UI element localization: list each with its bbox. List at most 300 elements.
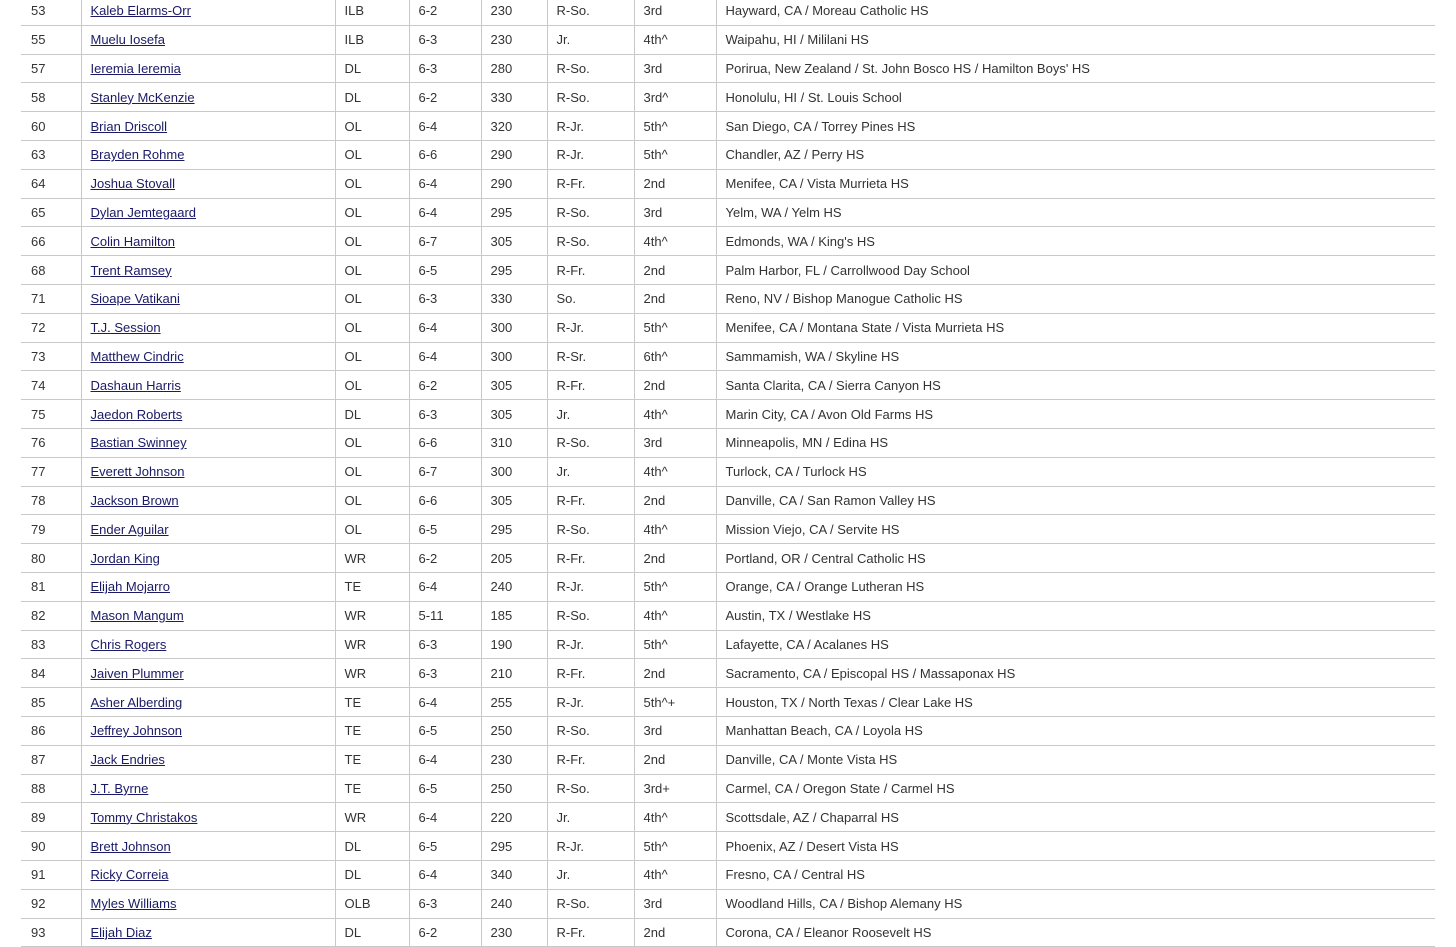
position-cell: OL: [335, 256, 409, 285]
class-year-cell: R-Fr.: [547, 486, 634, 515]
height-cell: 6-3: [409, 889, 481, 918]
player-name-cell: [81, 54, 335, 83]
position-cell: DL: [335, 918, 409, 947]
class-year-cell: R-So.: [547, 889, 634, 918]
hometown-cell: Austin, TX / Westlake HS: [716, 601, 1435, 630]
table-row: [21, 54, 1435, 83]
table-row: [21, 515, 1435, 544]
weight-cell: 280: [481, 54, 547, 83]
weight-cell: 290: [481, 169, 547, 198]
player-name-cell: [81, 313, 335, 342]
hometown-cell: Corona, CA / Eleanor Roosevelt HS: [716, 918, 1435, 947]
player-name-link[interactable]: Dylan Jemtegaard: [90, 204, 196, 220]
hometown-cell: Carmel, CA / Oregon State / Carmel HS: [716, 774, 1435, 803]
player-name-link[interactable]: Jaedon Roberts: [90, 406, 183, 422]
position-cell: OL: [335, 112, 409, 141]
weight-cell: 230: [481, 918, 547, 947]
player-name-cell: [81, 25, 335, 54]
jersey-number-cell: 83: [21, 630, 81, 659]
height-cell: 6-3: [409, 54, 481, 83]
weight-cell: 255: [481, 688, 547, 717]
height-cell: 6-4: [409, 198, 481, 227]
height-cell: 6-6: [409, 428, 481, 457]
position-cell: DL: [335, 832, 409, 861]
player-name-cell: [81, 515, 335, 544]
player-name-cell: [81, 659, 335, 688]
player-name-link[interactable]: Asher Alberding: [90, 694, 183, 710]
player-name-cell: [81, 256, 335, 285]
class-year-cell: R-So.: [547, 428, 634, 457]
class-year-cell: R-So.: [547, 601, 634, 630]
experience-cell: 2nd: [634, 169, 716, 198]
player-name-link[interactable]: Jordan King: [90, 550, 160, 566]
height-cell: 6-2: [409, 371, 481, 400]
experience-cell: 4th^: [634, 400, 716, 429]
position-cell: OL: [335, 371, 409, 400]
class-year-cell: Jr.: [547, 457, 634, 486]
weight-cell: 295: [481, 198, 547, 227]
table-row: [21, 745, 1435, 774]
player-name-link[interactable]: Jaiven Plummer: [90, 665, 184, 681]
player-name-cell: [81, 630, 335, 659]
player-name-cell: [81, 198, 335, 227]
experience-cell: 2nd: [634, 659, 716, 688]
player-name-cell: [81, 0, 335, 25]
player-name-cell: [81, 918, 335, 947]
player-name-cell: [81, 860, 335, 889]
table-row: [21, 313, 1435, 342]
table-row: [21, 544, 1435, 573]
table-row: [21, 803, 1435, 832]
table-row: [21, 889, 1435, 918]
jersey-number-cell: 66: [21, 227, 81, 256]
jersey-number-cell: 78: [21, 486, 81, 515]
position-cell: WR: [335, 544, 409, 573]
player-name-cell: [81, 428, 335, 457]
class-year-cell: Jr.: [547, 860, 634, 889]
player-name-cell: [81, 342, 335, 371]
height-cell: 6-7: [409, 457, 481, 486]
experience-cell: 3rd: [634, 54, 716, 83]
player-name-link[interactable]: Stanley McKenzie: [90, 89, 195, 105]
table-row: [21, 630, 1435, 659]
table-row: [21, 601, 1435, 630]
experience-cell: 2nd: [634, 544, 716, 573]
class-year-cell: R-Fr.: [547, 256, 634, 285]
hometown-cell: Fresno, CA / Central HS: [716, 860, 1435, 889]
jersey-number-cell: 73: [21, 342, 81, 371]
experience-cell: 2nd: [634, 284, 716, 313]
jersey-number-cell: 91: [21, 860, 81, 889]
table-row: [21, 400, 1435, 429]
table-row: [21, 371, 1435, 400]
table-row: [21, 486, 1435, 515]
weight-cell: 210: [481, 659, 547, 688]
jersey-number-cell: 82: [21, 601, 81, 630]
jersey-number-cell: 89: [21, 803, 81, 832]
player-name-link[interactable]: Kaleb Elarms-Orr: [90, 3, 191, 19]
table-row: [21, 140, 1435, 169]
position-cell: WR: [335, 630, 409, 659]
weight-cell: 300: [481, 457, 547, 486]
experience-cell: 5th^: [634, 832, 716, 861]
class-year-cell: R-So.: [547, 198, 634, 227]
experience-cell: 6th^: [634, 342, 716, 371]
position-cell: TE: [335, 688, 409, 717]
experience-cell: 4th^: [634, 227, 716, 256]
player-name-cell: [81, 716, 335, 745]
class-year-cell: R-Jr.: [547, 140, 634, 169]
hometown-cell: Sammamish, WA / Skyline HS: [716, 342, 1435, 371]
table-row: [21, 169, 1435, 198]
experience-cell: 4th^: [634, 860, 716, 889]
hometown-cell: Orange, CA / Orange Lutheran HS: [716, 572, 1435, 601]
weight-cell: 340: [481, 860, 547, 889]
weight-cell: 330: [481, 83, 547, 112]
height-cell: 6-3: [409, 284, 481, 313]
weight-cell: 305: [481, 227, 547, 256]
player-name-link[interactable]: Ieremia Ieremia: [90, 60, 181, 76]
player-name-cell: [81, 169, 335, 198]
hometown-cell: Danville, CA / San Ramon Valley HS: [716, 486, 1435, 515]
experience-cell: 3rd: [634, 198, 716, 227]
weight-cell: 220: [481, 803, 547, 832]
hometown-cell: Honolulu, HI / St. Louis School: [716, 83, 1435, 112]
height-cell: 6-4: [409, 745, 481, 774]
class-year-cell: R-So.: [547, 716, 634, 745]
roster-table-body: [21, 0, 1435, 947]
player-name-link[interactable]: Brett Johnson: [90, 838, 171, 854]
player-name-link[interactable]: Trent Ramsey: [90, 262, 172, 278]
jersey-number-cell: 65: [21, 198, 81, 227]
jersey-number-cell: 74: [21, 371, 81, 400]
class-year-cell: R-Fr.: [547, 544, 634, 573]
player-name-cell: [81, 371, 335, 400]
position-cell: OL: [335, 428, 409, 457]
player-name-cell: [81, 688, 335, 717]
hometown-cell: Houston, TX / North Texas / Clear Lake HS: [716, 688, 1435, 717]
player-name-link[interactable]: Jackson Brown: [90, 492, 179, 508]
player-name-link[interactable]: Brayden Rohme: [90, 147, 185, 163]
height-cell: 6-3: [409, 630, 481, 659]
player-name-link[interactable]: Elijah Diaz: [90, 924, 152, 940]
experience-cell: 3rd: [634, 428, 716, 457]
height-cell: 6-4: [409, 342, 481, 371]
experience-cell: 4th^: [634, 601, 716, 630]
position-cell: OL: [335, 140, 409, 169]
player-name-link[interactable]: Dashaun Harris: [90, 377, 181, 393]
jersey-number-cell: 92: [21, 889, 81, 918]
player-name-link[interactable]: Sioape Vatikani: [90, 291, 180, 307]
experience-cell: 5th^: [634, 572, 716, 601]
position-cell: OL: [335, 198, 409, 227]
class-year-cell: R-Jr.: [547, 630, 634, 659]
player-name-link[interactable]: J.T. Byrne: [90, 780, 149, 796]
weight-cell: 310: [481, 428, 547, 457]
table-row: [21, 227, 1435, 256]
player-name-link[interactable]: Bastian Swinney: [90, 435, 187, 451]
experience-cell: 3rd^: [634, 83, 716, 112]
table-row: [21, 256, 1435, 285]
class-year-cell: R-Fr.: [547, 659, 634, 688]
table-row: [21, 918, 1435, 947]
position-cell: TE: [335, 774, 409, 803]
jersey-number-cell: 90: [21, 832, 81, 861]
height-cell: 6-6: [409, 140, 481, 169]
hometown-cell: Portland, OR / Central Catholic HS: [716, 544, 1435, 573]
player-name-link[interactable]: Everett Johnson: [90, 464, 185, 480]
experience-cell: 5th^+: [634, 688, 716, 717]
class-year-cell: R-Jr.: [547, 688, 634, 717]
position-cell: TE: [335, 716, 409, 745]
hometown-cell: Waipahu, HI / Mililani HS: [716, 25, 1435, 54]
hometown-cell: Phoenix, AZ / Desert Vista HS: [716, 832, 1435, 861]
weight-cell: 190: [481, 630, 547, 659]
hometown-cell: Menifee, CA / Montana State / Vista Murrieta HS: [716, 313, 1435, 342]
hometown-cell: Minneapolis, MN / Edina HS: [716, 428, 1435, 457]
jersey-number-cell: 86: [21, 716, 81, 745]
height-cell: 6-2: [409, 918, 481, 947]
hometown-cell: Hayward, CA / Moreau Catholic HS: [716, 0, 1435, 25]
table-row: [21, 198, 1435, 227]
player-name-link[interactable]: Tommy Christakos: [90, 809, 198, 825]
player-name-cell: [81, 745, 335, 774]
experience-cell: 2nd: [634, 256, 716, 285]
hometown-cell: San Diego, CA / Torrey Pines HS: [716, 112, 1435, 141]
jersey-number-cell: 64: [21, 169, 81, 198]
player-name-cell: [81, 400, 335, 429]
table-row: [21, 112, 1435, 141]
jersey-number-cell: 76: [21, 428, 81, 457]
height-cell: 6-2: [409, 544, 481, 573]
hometown-cell: Sacramento, CA / Episcopal HS / Massaponax HS: [716, 659, 1435, 688]
class-year-cell: R-So.: [547, 83, 634, 112]
hometown-cell: Reno, NV / Bishop Manogue Catholic HS: [716, 284, 1435, 313]
player-name-cell: [81, 601, 335, 630]
player-name-link[interactable]: Joshua Stovall: [90, 176, 176, 192]
class-year-cell: R-So.: [547, 774, 634, 803]
player-name-link[interactable]: Muelu Iosefa: [90, 32, 165, 48]
hometown-cell: Woodland Hills, CA / Bishop Alemany HS: [716, 889, 1435, 918]
position-cell: DL: [335, 860, 409, 889]
class-year-cell: R-Jr.: [547, 313, 634, 342]
player-name-cell: [81, 83, 335, 112]
position-cell: OL: [335, 284, 409, 313]
player-name-link[interactable]: Colin Hamilton: [90, 233, 176, 249]
roster-table: [21, 0, 1435, 947]
jersey-number-cell: 87: [21, 745, 81, 774]
roster-table-container: [21, 0, 1435, 947]
weight-cell: 330: [481, 284, 547, 313]
class-year-cell: R-So.: [547, 515, 634, 544]
weight-cell: 295: [481, 515, 547, 544]
table-row: [21, 572, 1435, 601]
jersey-number-cell: 81: [21, 572, 81, 601]
position-cell: OL: [335, 313, 409, 342]
class-year-cell: So.: [547, 284, 634, 313]
hometown-cell: Scottsdale, AZ / Chaparral HS: [716, 803, 1435, 832]
height-cell: 6-4: [409, 169, 481, 198]
position-cell: OLB: [335, 889, 409, 918]
player-name-link[interactable]: Ricky Correia: [90, 867, 169, 883]
jersey-number-cell: 85: [21, 688, 81, 717]
position-cell: WR: [335, 659, 409, 688]
table-row: [21, 860, 1435, 889]
hometown-cell: Mission Viejo, CA / Servite HS: [716, 515, 1435, 544]
player-name-cell: [81, 486, 335, 515]
jersey-number-cell: 75: [21, 400, 81, 429]
table-row: [21, 688, 1435, 717]
height-cell: 6-5: [409, 515, 481, 544]
table-row: [21, 716, 1435, 745]
experience-cell: 3rd: [634, 0, 716, 25]
height-cell: 6-5: [409, 832, 481, 861]
height-cell: 6-4: [409, 313, 481, 342]
player-name-cell: [81, 140, 335, 169]
weight-cell: 185: [481, 601, 547, 630]
player-name-cell: [81, 774, 335, 803]
player-name-cell: [81, 544, 335, 573]
weight-cell: 230: [481, 25, 547, 54]
hometown-cell: Yelm, WA / Yelm HS: [716, 198, 1435, 227]
hometown-cell: Palm Harbor, FL / Carrollwood Day School: [716, 256, 1435, 285]
table-row: [21, 83, 1435, 112]
experience-cell: 3rd+: [634, 774, 716, 803]
experience-cell: 5th^: [634, 630, 716, 659]
class-year-cell: R-Fr.: [547, 169, 634, 198]
experience-cell: 4th^: [634, 25, 716, 54]
jersey-number-cell: 71: [21, 284, 81, 313]
height-cell: 6-3: [409, 400, 481, 429]
position-cell: OL: [335, 227, 409, 256]
experience-cell: 3rd: [634, 716, 716, 745]
height-cell: 6-3: [409, 659, 481, 688]
class-year-cell: R-So.: [547, 0, 634, 25]
experience-cell: 4th^: [634, 803, 716, 832]
player-name-link[interactable]: Mason Mangum: [90, 608, 184, 624]
weight-cell: 295: [481, 832, 547, 861]
player-name-cell: [81, 112, 335, 141]
player-name-cell: [81, 803, 335, 832]
player-name-link[interactable]: Myles Williams: [90, 896, 177, 912]
position-cell: OL: [335, 515, 409, 544]
player-name-cell: [81, 457, 335, 486]
height-cell: 6-7: [409, 227, 481, 256]
position-cell: WR: [335, 601, 409, 630]
position-cell: ILB: [335, 0, 409, 25]
height-cell: 6-4: [409, 688, 481, 717]
class-year-cell: R-So.: [547, 227, 634, 256]
height-cell: 6-5: [409, 716, 481, 745]
height-cell: 6-4: [409, 803, 481, 832]
weight-cell: 290: [481, 140, 547, 169]
experience-cell: 3rd: [634, 889, 716, 918]
table-row: [21, 342, 1435, 371]
hometown-cell: Lafayette, CA / Acalanes HS: [716, 630, 1435, 659]
weight-cell: 295: [481, 256, 547, 285]
class-year-cell: R-Fr.: [547, 371, 634, 400]
position-cell: OL: [335, 169, 409, 198]
player-name-link[interactable]: Chris Rogers: [90, 636, 167, 652]
experience-cell: 5th^: [634, 140, 716, 169]
hometown-cell: Menifee, CA / Vista Murrieta HS: [716, 169, 1435, 198]
height-cell: 6-4: [409, 860, 481, 889]
jersey-number-cell: 80: [21, 544, 81, 573]
height-cell: 6-4: [409, 112, 481, 141]
player-name-link[interactable]: Matthew Cindric: [90, 348, 184, 364]
position-cell: OL: [335, 457, 409, 486]
jersey-number-cell: 84: [21, 659, 81, 688]
hometown-cell: Edmonds, WA / King's HS: [716, 227, 1435, 256]
class-year-cell: R-Jr.: [547, 572, 634, 601]
jersey-number-cell: 88: [21, 774, 81, 803]
height-cell: 5-11: [409, 601, 481, 630]
experience-cell: 2nd: [634, 918, 716, 947]
player-name-cell: [81, 572, 335, 601]
height-cell: 6-5: [409, 774, 481, 803]
table-row: [21, 0, 1435, 25]
experience-cell: 2nd: [634, 486, 716, 515]
player-name-link[interactable]: Jeffrey Johnson: [90, 723, 183, 739]
player-name-link[interactable]: Ender Aguilar: [90, 521, 169, 537]
position-cell: TE: [335, 745, 409, 774]
hometown-cell: Santa Clarita, CA / Sierra Canyon HS: [716, 371, 1435, 400]
jersey-number-cell: 72: [21, 313, 81, 342]
jersey-number-cell: 93: [21, 918, 81, 947]
weight-cell: 240: [481, 572, 547, 601]
player-name-link[interactable]: Jack Endries: [90, 752, 165, 768]
position-cell: ILB: [335, 25, 409, 54]
jersey-number-cell: 79: [21, 515, 81, 544]
position-cell: WR: [335, 803, 409, 832]
table-row: [21, 832, 1435, 861]
weight-cell: 250: [481, 774, 547, 803]
position-cell: OL: [335, 486, 409, 515]
player-name-link[interactable]: T.J. Session: [90, 320, 161, 336]
player-name-link[interactable]: Brian Driscoll: [90, 118, 168, 134]
jersey-number-cell: 60: [21, 112, 81, 141]
class-year-cell: R-Fr.: [547, 918, 634, 947]
jersey-number-cell: 68: [21, 256, 81, 285]
class-year-cell: R-Fr.: [547, 745, 634, 774]
position-cell: DL: [335, 83, 409, 112]
table-row: [21, 659, 1435, 688]
height-cell: 6-5: [409, 256, 481, 285]
position-cell: DL: [335, 54, 409, 83]
experience-cell: 4th^: [634, 515, 716, 544]
class-year-cell: R-Jr.: [547, 832, 634, 861]
weight-cell: 300: [481, 342, 547, 371]
hometown-cell: Porirua, New Zealand / St. John Bosco HS / Hamilton Boys' HS: [716, 54, 1435, 83]
hometown-cell: Chandler, AZ / Perry HS: [716, 140, 1435, 169]
experience-cell: 5th^: [634, 313, 716, 342]
player-name-cell: [81, 832, 335, 861]
jersey-number-cell: 55: [21, 25, 81, 54]
height-cell: 6-2: [409, 0, 481, 25]
weight-cell: 320: [481, 112, 547, 141]
class-year-cell: R-Sr.: [547, 342, 634, 371]
hometown-cell: Danville, CA / Monte Vista HS: [716, 745, 1435, 774]
class-year-cell: Jr.: [547, 400, 634, 429]
jersey-number-cell: 63: [21, 140, 81, 169]
weight-cell: 205: [481, 544, 547, 573]
player-name-link[interactable]: Elijah Mojarro: [90, 579, 170, 595]
position-cell: OL: [335, 342, 409, 371]
player-name-cell: [81, 889, 335, 918]
position-cell: TE: [335, 572, 409, 601]
experience-cell: 4th^: [634, 457, 716, 486]
table-row: [21, 428, 1435, 457]
